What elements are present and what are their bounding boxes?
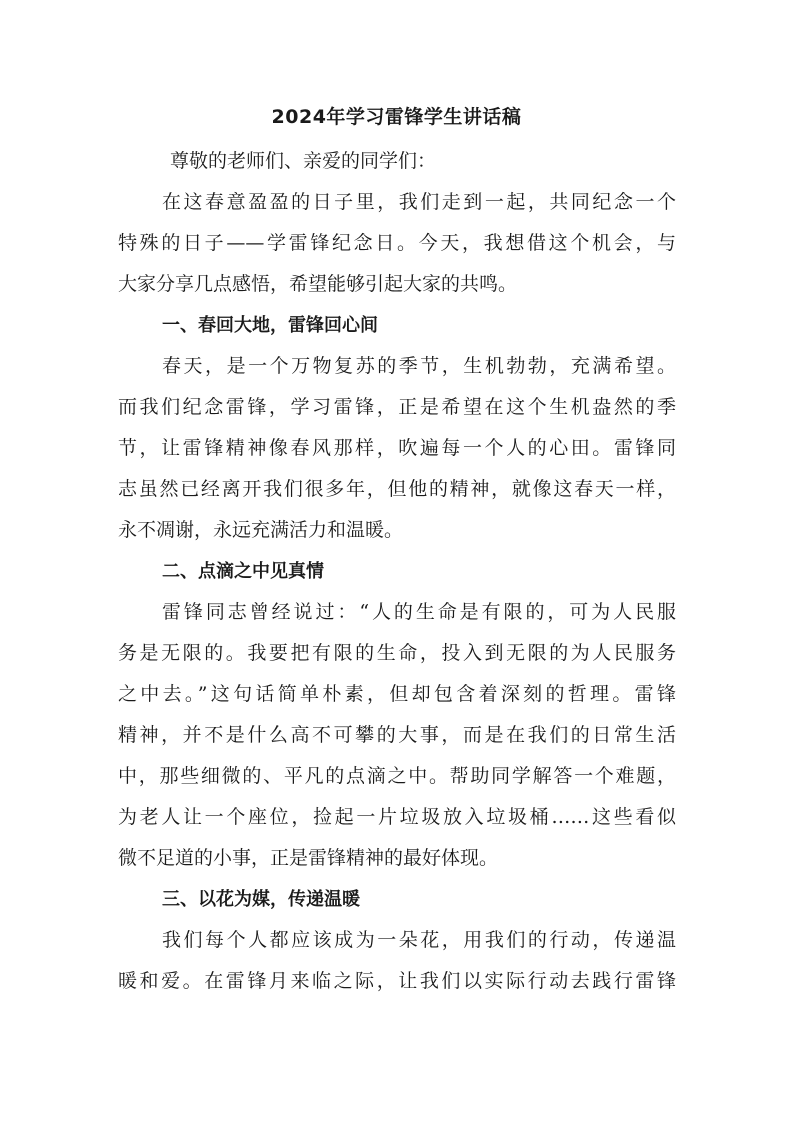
paragraph-line: 志虽然已经离开我们很多年，但他的精神，就像这春天一样， xyxy=(118,478,676,500)
section-1 xyxy=(118,305,676,551)
section-heading: 三、以花为媒，传递温暖 xyxy=(162,889,360,910)
paragraph-line: 在这春意盈盈的日子里，我们走到一起，共同纪念一个 xyxy=(162,191,676,213)
paragraph-line: 特殊的日子——学雷锋纪念日。今天，我想借这个机会，与 xyxy=(118,232,676,254)
paragraph-line: 为老人让一个座位，捡起一片垃圾放入垃圾桶……这些看似 xyxy=(118,806,676,828)
paragraph-line: 之中去。”这句话简单朴素，但却包含着深刻的哲理。雷锋 xyxy=(118,683,676,705)
section-3 xyxy=(118,879,676,1002)
paragraph-line: 精神，并不是什么高不可攀的大事，而是在我们的日常生活 xyxy=(118,724,676,746)
paragraph-line: 春天，是一个万物复苏的季节，生机勃勃，充满希望。 xyxy=(162,355,676,377)
section-heading: 二、点滴之中见真情 xyxy=(162,561,324,582)
paragraph-line: 务是无限的。我要把有限的生命，投入到无限的为人民服务 xyxy=(118,642,676,664)
paragraph-line: 我们每个人都应该成为一朵花，用我们的行动，传递温 xyxy=(162,929,676,951)
section-2 xyxy=(118,551,676,879)
paragraph-line: 雷锋同志曾经说过：“人的生命是有限的，可为人民服 xyxy=(162,601,676,623)
document-body xyxy=(118,141,676,1002)
paragraph-line: 永不凋谢，永远充满活力和温暖。 xyxy=(118,519,404,541)
paragraph-line: 暖和爱。在雷锋月来临之际，让我们以实际行动去践行雷锋 xyxy=(118,970,676,992)
paragraph-line: 节，让雷锋精神像春风那样，吹遍每一个人的心田。雷锋同 xyxy=(118,437,676,459)
paragraph-line: 微不足道的小事，正是雷锋精神的最好体现。 xyxy=(118,847,499,869)
paragraph-line: 中，那些细微的、平凡的点滴之中。帮助同学解答一个难题， xyxy=(118,765,676,787)
section-heading: 一、春回大地，雷锋回心间 xyxy=(162,315,378,336)
salutation: 尊敬的老师们、亲爱的同学们： xyxy=(170,150,437,172)
document-title: 2024年学习雷锋学生讲话稿 xyxy=(271,106,522,128)
intro-paragraph xyxy=(118,182,676,305)
paragraph-line: 而我们纪念雷锋，学习雷锋，正是希望在这个生机盎然的季 xyxy=(118,396,676,418)
paragraph-line: 大家分享几点感悟，希望能够引起大家的共鸣。 xyxy=(118,273,518,295)
